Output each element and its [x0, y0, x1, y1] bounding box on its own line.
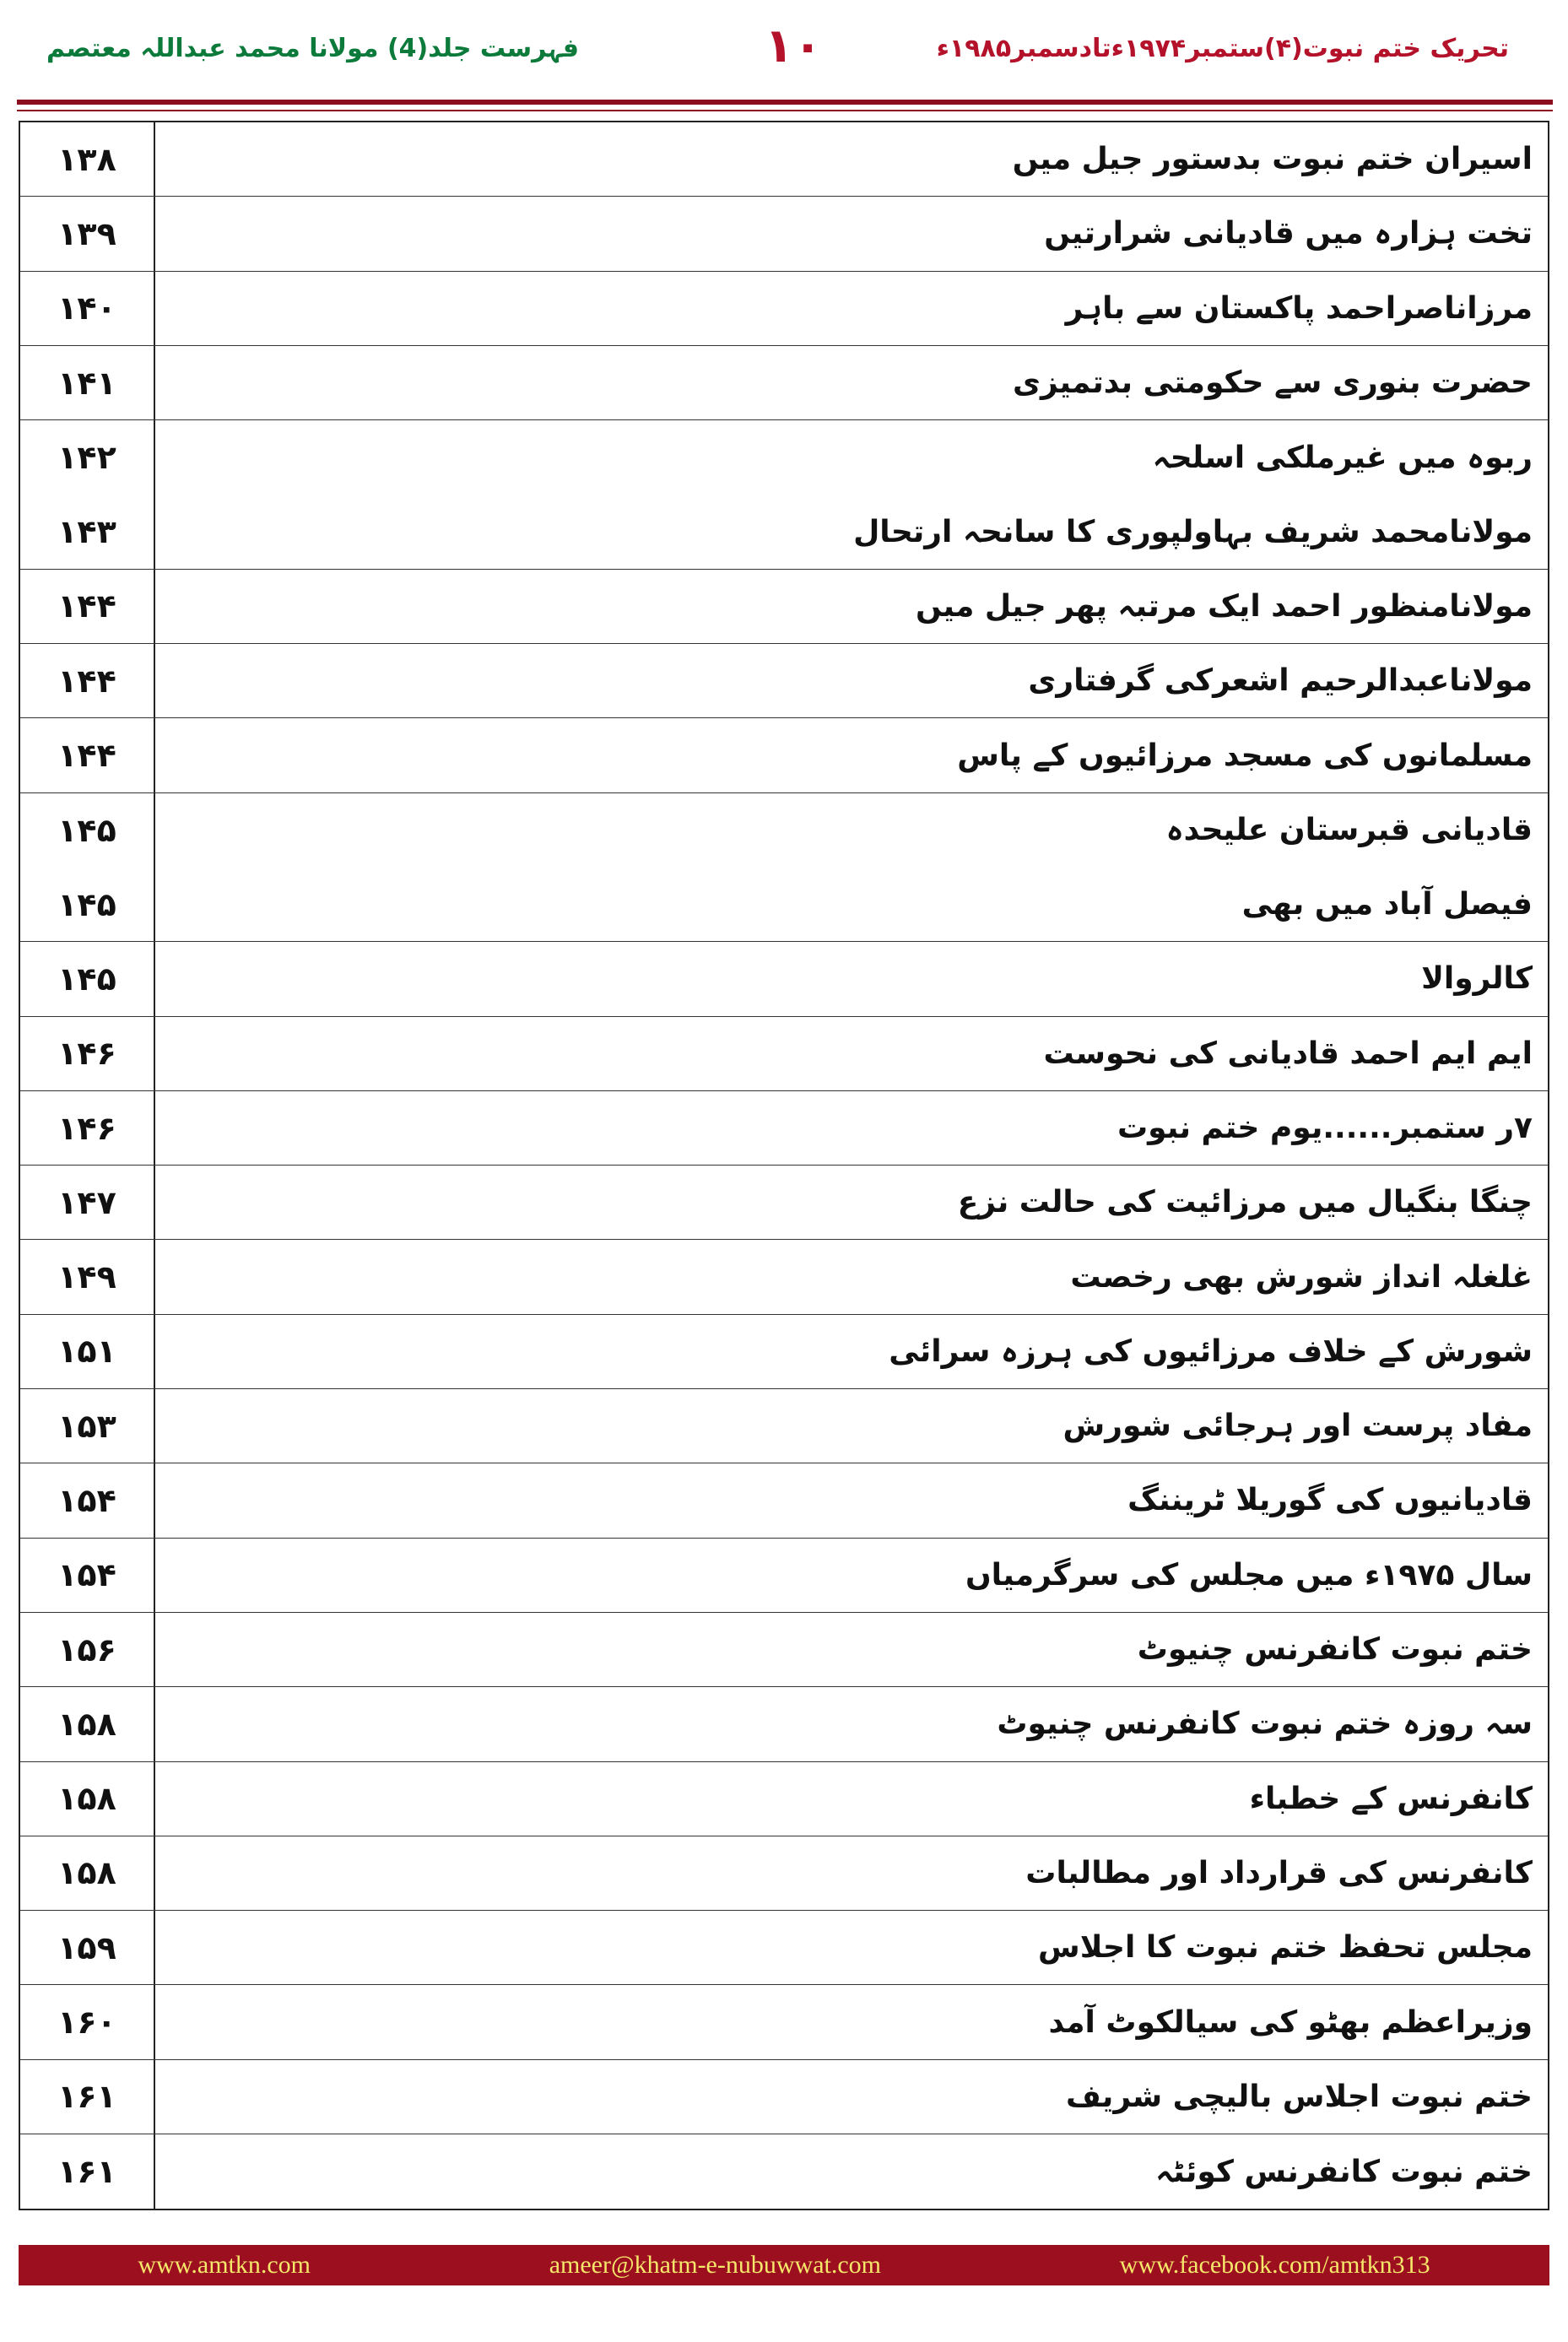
entry-title: مفاد پرست اور ہرجائی شورش [1062, 1409, 1533, 1444]
email-link[interactable]: ameer@khatm-e-nubuwwat.com [549, 2251, 881, 2279]
table-row[interactable] [20, 868, 1548, 942]
page-ref: ۱۵۳ [20, 1389, 155, 1463]
entry-title: ربوہ میں غیرملکی اسلحہ [1152, 440, 1533, 475]
table-row[interactable] [20, 197, 1548, 271]
table-row[interactable] [20, 570, 1548, 644]
table-row[interactable] [20, 1463, 1548, 1538]
entry-title: مجلس تحفظ ختم نبوت کا اجلاس [1038, 1930, 1533, 1966]
header-divider-thick [17, 100, 1553, 105]
website-link[interactable]: www.amtkn.com [138, 2251, 311, 2279]
table-row[interactable] [20, 1166, 1548, 1240]
table-row[interactable] [20, 495, 1548, 569]
table-row[interactable] [20, 122, 1548, 197]
page-ref: ۱۳۸ [20, 122, 155, 196]
page-ref: ۱۴۲ [20, 420, 155, 495]
entry-title: سہ روزہ ختم نبوت کانفرنس چنیوٹ [997, 1706, 1533, 1742]
entry-title: مولانامنظور احمد ایک مرتبہ پھر جیل میں [915, 588, 1533, 624]
entry-title: شورش کے خلاف مرزائیوں کی ہرزہ سرائی [889, 1333, 1533, 1369]
entry-title: مولاناعبدالرحیم اشعرکی گرفتاری [1028, 663, 1533, 699]
page-ref: ۱۴۶ [20, 1017, 155, 1090]
page-ref: ۱۶۱ [20, 2134, 155, 2209]
table-row[interactable] [20, 1911, 1548, 1985]
page-ref: ۱۵۹ [20, 1911, 155, 1984]
table-row[interactable] [20, 793, 1548, 868]
page-ref: ۱۴۵ [20, 793, 155, 868]
table-row[interactable] [20, 644, 1548, 718]
page-footer [19, 2245, 1549, 2285]
entry-title: سال ۱۹۷۵ء میں مجلس کی سرگرمیاں [965, 1557, 1533, 1593]
table-row[interactable] [20, 942, 1548, 1016]
page-header [0, 0, 1568, 97]
entry-title: چنگا بنگیال میں مرزائیت کی حالت نزع [957, 1185, 1533, 1220]
page-ref: ۱۴۰ [20, 272, 155, 345]
table-row[interactable] [20, 1389, 1548, 1463]
page-ref: ۱۴۴ [20, 644, 155, 717]
table-row[interactable] [20, 1836, 1548, 1911]
table-row[interactable] [20, 718, 1548, 792]
entry-title: اسیران ختم نبوت بدستور جیل میں [1012, 142, 1533, 177]
page-ref: ۱۴۴ [20, 570, 155, 643]
entry-title: وزیراعظم بھٹو کی سیالکوٹ آمد [1048, 2004, 1533, 2040]
page-ref: ۱۴۴ [20, 718, 155, 792]
page-ref: ۱۵۸ [20, 1836, 155, 1910]
entry-title: حضرت بنوری سے حکومتی بدتمیزی [1012, 365, 1533, 401]
table-row[interactable] [20, 2060, 1548, 2134]
entry-title: کانفرنس کی قرارداد اور مطالبات [1025, 1855, 1533, 1890]
table-row[interactable] [20, 1985, 1548, 2059]
page-ref: ۱۳۹ [20, 197, 155, 270]
table-row[interactable] [20, 1687, 1548, 1761]
table-row[interactable] [20, 346, 1548, 420]
table-row[interactable] [20, 1240, 1548, 1314]
entry-title: مرزاناصراحمد پاکستان سے باہر [1065, 290, 1533, 326]
page-ref: ۱۵۱ [20, 1315, 155, 1388]
entry-title: مسلمانوں کی مسجد مرزائیوں کے پاس [957, 738, 1533, 773]
page-ref: ۱۵۸ [20, 1687, 155, 1761]
facebook-link[interactable]: www.facebook.com/amtkn313 [1119, 2251, 1430, 2279]
page-ref: ۱۵۸ [20, 1762, 155, 1836]
table-row[interactable] [20, 272, 1548, 346]
page-ref: ۱۴۳ [20, 495, 155, 568]
table-row[interactable] [20, 1091, 1548, 1166]
entry-title: قادیانی قبرستان علیحدہ [1165, 813, 1533, 848]
index-info: فہرست جلد(4) مولانا محمد عبداللہ معتصم [46, 34, 580, 63]
entry-title: ۷ر ستمبر......یوم ختم نبوت [1117, 1111, 1533, 1145]
page-ref: ۱۶۱ [20, 2060, 155, 2134]
page-ref: ۱۴۵ [20, 868, 155, 941]
page-ref: ۱۴۹ [20, 1240, 155, 1313]
entry-title: مولانامحمد شریف بہاولپوری کا سانحہ ارتحال [853, 514, 1533, 549]
header-divider-thin [17, 110, 1553, 111]
table-row[interactable] [20, 420, 1548, 495]
page-ref: ۱۶۰ [20, 1985, 155, 2058]
entry-title: ختم نبوت کانفرنس چنیوٹ [1137, 1632, 1533, 1668]
entry-title: غلغلہ انداز شورش بھی رخصت [1070, 1259, 1533, 1295]
table-row[interactable] [20, 1762, 1548, 1836]
entry-title: ختم نبوت کانفرنس کوئٹہ [1155, 2154, 1533, 2189]
contents-table [19, 121, 1549, 2210]
page-ref: ۱۵۴ [20, 1463, 155, 1537]
entry-title: فیصل آباد میں بھی [1241, 887, 1533, 922]
table-row[interactable] [20, 1539, 1548, 1613]
page-number: ۱۰ [764, 19, 823, 73]
entry-title: ایم ایم احمد قادیانی کی نحوست [1043, 1036, 1533, 1071]
entry-title: کالروالا [1421, 961, 1533, 997]
entry-title: ختم نبوت اجلاس بالیچی شریف [1065, 2079, 1533, 2114]
page-ref: ۱۴۵ [20, 942, 155, 1015]
entry-title: کانفرنس کے خطباء [1249, 1781, 1533, 1816]
table-row[interactable] [20, 1017, 1548, 1091]
table-row[interactable] [20, 2134, 1548, 2209]
table-row[interactable] [20, 1315, 1548, 1389]
table-row[interactable] [20, 1613, 1548, 1687]
page-ref: ۱۵۴ [20, 1539, 155, 1612]
entry-title: قادیانیوں کی گوریلا ٹریننگ [1127, 1483, 1533, 1518]
book-title: تحریک ختم نبوت(۴)ستمبر۱۹۷۴ءتادسمبر۱۹۸۵ء [936, 34, 1509, 63]
page-ref: ۱۵۶ [20, 1613, 155, 1686]
page-ref: ۱۴۱ [20, 346, 155, 419]
entry-title: تخت ہزارہ میں قادیانی شرارتیں [1044, 216, 1533, 252]
page-ref: ۱۴۷ [20, 1166, 155, 1239]
page-ref: ۱۴۶ [20, 1091, 155, 1165]
